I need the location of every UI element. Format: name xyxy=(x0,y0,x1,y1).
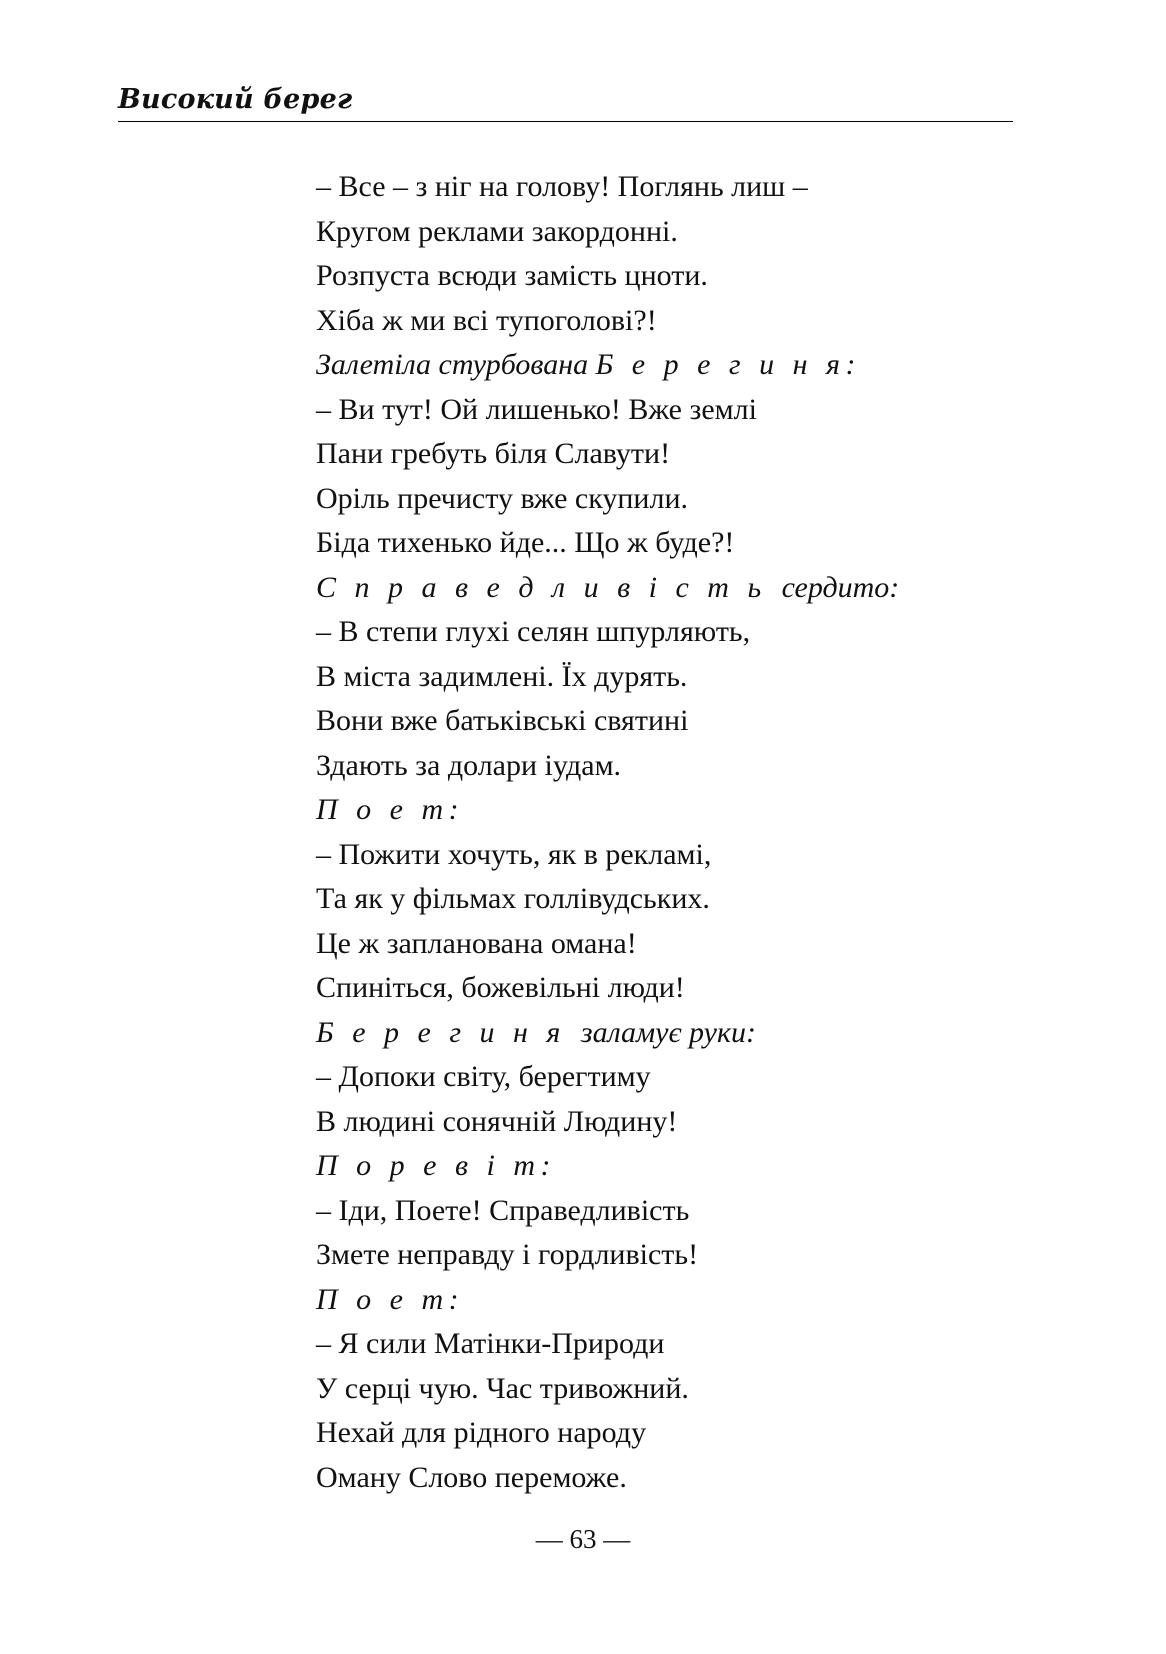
speaker-name: П о р е в і т: xyxy=(316,1149,556,1182)
poem-body xyxy=(316,165,1016,1500)
verse-line: – Іди, Поете! Справедливість xyxy=(316,1193,690,1227)
speaker-name: П о е т xyxy=(316,793,449,826)
stage-direction xyxy=(316,343,1016,388)
speaker-name: С п р а в е д л и в і с т ь xyxy=(316,570,767,604)
speaker-name: П о е т: xyxy=(316,1282,465,1316)
verse-line: Нехай для рідного народу xyxy=(316,1416,647,1449)
direction-text: заламує руки: xyxy=(565,1015,756,1049)
verse-line: Оріль пречисту вже скупили. xyxy=(316,481,688,515)
verse-line: Це ж запланована омана! xyxy=(316,926,637,960)
running-title: Високий берег xyxy=(118,84,353,115)
verse-line: Спиніться, божевільні люди! xyxy=(316,971,685,1004)
verse-line: В міста задимлені. Їх дурять. xyxy=(316,659,688,693)
verse-line: Хіба ж ми всі тупоголові?! xyxy=(316,303,657,337)
verse-line: Кругом реклами закордонні. xyxy=(316,214,678,248)
verse-line: У серці чую. Час тривожний. xyxy=(316,1371,689,1405)
header-rule xyxy=(118,121,1013,122)
direction-text: Залетіла стурбована xyxy=(316,348,596,381)
page-number: — 63 — xyxy=(535,1524,631,1554)
stage-direction xyxy=(316,1144,1016,1189)
verse-line: Змете неправду і гордливість! xyxy=(316,1238,699,1271)
stage-direction xyxy=(316,788,1016,833)
verse-line: – Ви тут! Ой лишенько! Вже землі xyxy=(316,392,757,426)
direction-text: : xyxy=(448,793,459,826)
verse-line: Розпуста всюди замість цноти. xyxy=(316,259,708,292)
stage-direction xyxy=(316,1011,1016,1056)
verse-line: Здають за долари іудам. xyxy=(316,748,622,782)
verse-line: – В степи глухі селян шпурляють, xyxy=(316,615,751,648)
stage-direction xyxy=(316,1278,1016,1323)
stage-direction xyxy=(316,566,1016,611)
running-header xyxy=(118,84,1013,122)
verse-line: – Пожити хочуть, як в рекламі, xyxy=(316,837,712,871)
speaker-name: Б е р е г и н я xyxy=(316,1015,566,1049)
verse-line: Та як у фільмах голлівудських. xyxy=(316,882,710,915)
direction-text: сердито: xyxy=(766,570,900,604)
verse-line: В людині сонячній Людину! xyxy=(316,1104,678,1138)
verse-line: Пани гребуть біля Славути! xyxy=(316,437,671,470)
verse-line: – Все – з ніг на голову! Поглянь лиш – xyxy=(316,170,808,203)
verse-line: Оману Слово переможе. xyxy=(316,1460,627,1494)
speaker-name: Б е р е г и н я: xyxy=(595,348,861,381)
verse-line: – Допоки світу, берегтиму xyxy=(316,1060,651,1093)
verse-line: Біда тихенько йде... Що ж буде?! xyxy=(316,526,735,559)
verse-line: – Я сили Матінки-Природи xyxy=(316,1327,665,1360)
verse-line: Вони вже батьківські святині xyxy=(316,704,689,737)
